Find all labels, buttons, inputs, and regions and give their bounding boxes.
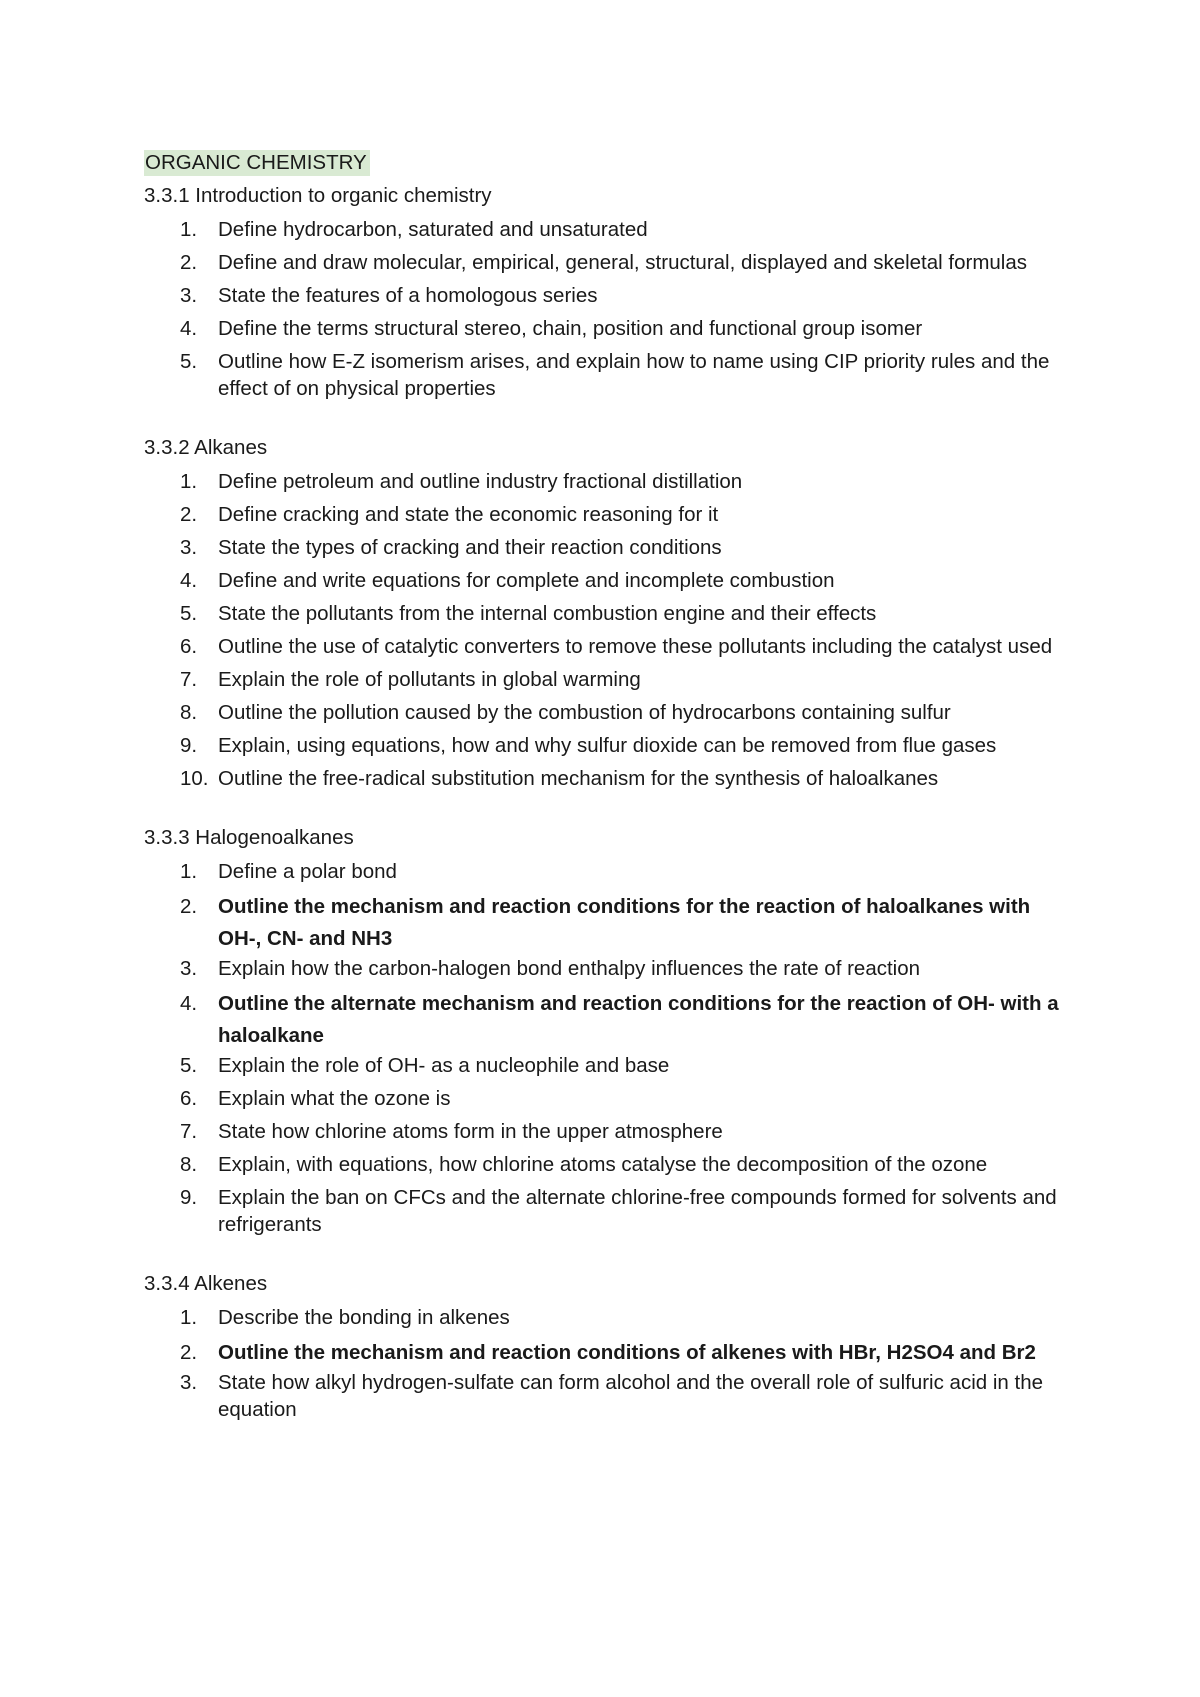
objective-item (144, 988, 1064, 1052)
objective-item (144, 1184, 1064, 1238)
objective-text: Outline the use of catalytic converters to remove these pollutants including the catalyst used (218, 635, 1053, 658)
objective-number: 10. (180, 767, 209, 790)
objective-number: 3. (180, 284, 198, 307)
objective-number: 2. (180, 503, 198, 526)
objective-item (144, 699, 1064, 726)
objective-item (144, 567, 1064, 594)
objective-number: 3. (180, 1371, 198, 1394)
objective-number: 1. (180, 860, 198, 883)
objective-item (144, 501, 1064, 528)
objective-text: Describe the bonding in alkenes (218, 1306, 510, 1329)
objective-number: 3. (180, 536, 198, 559)
objective-item (144, 600, 1064, 627)
objective-item (144, 732, 1064, 759)
objective-item (144, 315, 1064, 342)
objective-text: Explain the role of OH- as a nucleophile and base (218, 1054, 670, 1077)
objective-list (144, 468, 1064, 792)
objective-number: 9. (180, 1186, 198, 1209)
section (144, 825, 1064, 1238)
objective-number: 4. (180, 569, 198, 592)
section (144, 1271, 1064, 1423)
objective-text: Outline the alternate mechanism and reaction conditions for the reaction of OH- with a haloalkane (218, 992, 1059, 1047)
objective-text: State the pollutants from the internal combustion engine and their effects (218, 602, 877, 625)
objective-text: Explain what the ozone is (218, 1087, 451, 1110)
objective-text: Outline the mechanism and reaction conditions for the reaction of haloalkanes with OH-, CN- and NH3 (218, 895, 1031, 950)
objective-number: 2. (180, 251, 198, 274)
objective-number: 4. (180, 992, 198, 1015)
section-heading: 3.3.1 Introduction to organic chemistry (144, 184, 492, 207)
objective-number: 8. (180, 701, 198, 724)
objective-text: Outline the pollution caused by the combustion of hydrocarbons containing sulfur (218, 701, 951, 724)
objective-item (144, 348, 1064, 402)
objective-item (144, 891, 1064, 955)
objective-item (144, 1085, 1064, 1112)
objective-text: Define cracking and state the economic reasoning for it (218, 503, 719, 526)
objective-item (144, 1337, 1064, 1369)
objective-text: State how chlorine atoms form in the upper atmosphere (218, 1120, 723, 1143)
section (144, 435, 1064, 792)
objective-text: Define petroleum and outline industry fractional distillation (218, 470, 743, 493)
document-page (144, 150, 1064, 1429)
objective-number: 4. (180, 317, 198, 340)
objective-item (144, 249, 1064, 276)
objective-number: 7. (180, 668, 198, 691)
objective-number: 2. (180, 1341, 198, 1364)
objective-item (144, 1052, 1064, 1079)
objective-number: 8. (180, 1153, 198, 1176)
objective-number: 1. (180, 1306, 198, 1329)
objective-item (144, 955, 1064, 982)
objective-item (144, 765, 1064, 792)
objective-item (144, 282, 1064, 309)
objective-number: 6. (180, 1087, 198, 1110)
objective-item (144, 468, 1064, 495)
section-heading: 3.3.3 Halogenoalkanes (144, 826, 354, 849)
objective-item (144, 858, 1064, 885)
objective-number: 5. (180, 602, 198, 625)
objective-number: 1. (180, 470, 198, 493)
objective-text: Explain, with equations, how chlorine atoms catalyse the decomposition of the ozone (218, 1153, 988, 1176)
objective-number: 5. (180, 350, 198, 373)
objective-text: Define and write equations for complete and incomplete combustion (218, 569, 835, 592)
objective-text: Define and draw molecular, empirical, general, structural, displayed and skeletal formulas (218, 251, 1028, 274)
objective-text: State the features of a homologous series (218, 284, 598, 307)
objective-number: 3. (180, 957, 198, 980)
objective-text: Explain, using equations, how and why sulfur dioxide can be removed from flue gases (218, 734, 997, 757)
sections-container (144, 183, 1064, 1423)
section-heading: 3.3.2 Alkanes (144, 436, 268, 459)
objective-text: State the types of cracking and their reaction conditions (218, 536, 722, 559)
objective-text: Define hydrocarbon, saturated and unsaturated (218, 218, 648, 241)
objective-text: Explain the role of pollutants in global warming (218, 668, 641, 691)
objective-number: 1. (180, 218, 198, 241)
objective-number: 2. (180, 895, 198, 918)
objective-list (144, 1304, 1064, 1423)
objective-text: Outline how E-Z isomerism arises, and explain how to name using CIP priority rules and the effect of on physical properties (218, 350, 1050, 400)
section-heading: 3.3.4 Alkenes (144, 1272, 268, 1295)
objective-item (144, 1369, 1064, 1423)
objective-text: Define a polar bond (218, 860, 397, 883)
objective-item (144, 666, 1064, 693)
document-title: ORGANIC CHEMISTRY (144, 150, 370, 176)
objective-number: 7. (180, 1120, 198, 1143)
objective-item (144, 216, 1064, 243)
objective-item (144, 1304, 1064, 1331)
objective-number: 9. (180, 734, 198, 757)
objective-text: Define the terms structural stereo, chain, position and functional group isomer (218, 317, 923, 340)
objective-text: Outline the free-radical substitution mechanism for the synthesis of haloalkanes (218, 767, 939, 790)
objective-item (144, 1151, 1064, 1178)
section (144, 183, 1064, 402)
objective-number: 5. (180, 1054, 198, 1077)
objective-number: 6. (180, 635, 198, 658)
objective-item (144, 633, 1064, 660)
objective-text: Explain the ban on CFCs and the alternate chlorine-free compounds formed for solvents and refrigerants (218, 1186, 1057, 1236)
objective-text: Outline the mechanism and reaction conditions of alkenes with HBr, H2SO4 and Br2 (218, 1341, 1036, 1364)
objective-text: Explain how the carbon-halogen bond enthalpy influences the rate of reaction (218, 957, 921, 980)
objective-text: State how alkyl hydrogen-sulfate can form alcohol and the overall role of sulfuric acid in the equation (218, 1371, 1044, 1421)
objective-item (144, 1118, 1064, 1145)
objective-list (144, 216, 1064, 402)
objective-item (144, 534, 1064, 561)
objective-list (144, 858, 1064, 1238)
